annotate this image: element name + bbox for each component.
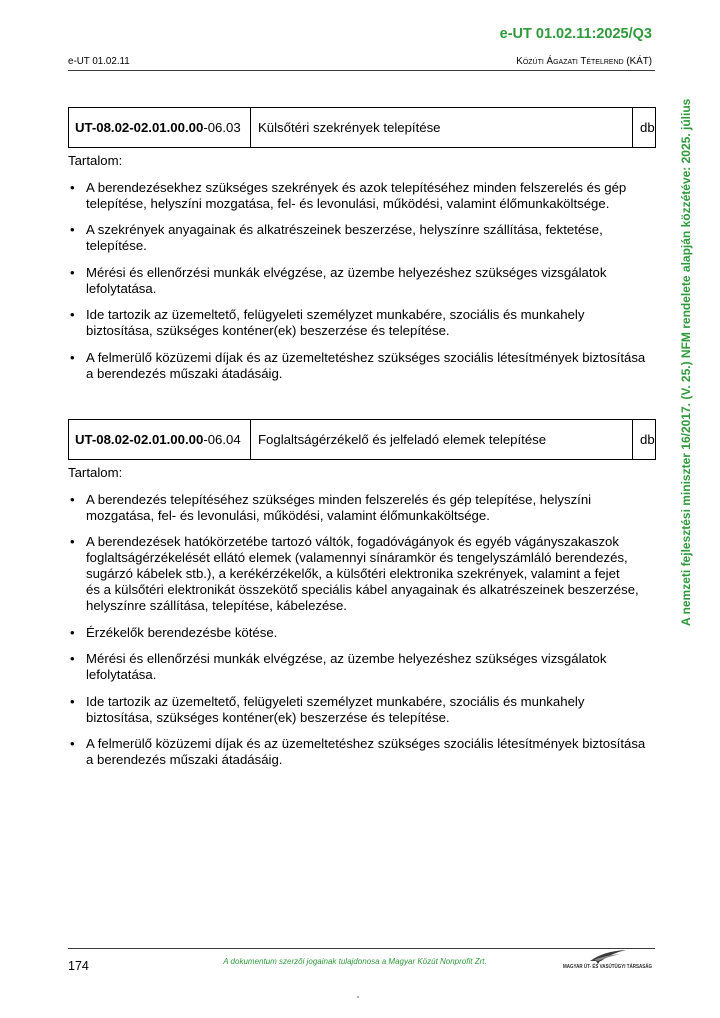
text-line: helyszínre szállítása, telepítése, kábelezése. bbox=[86, 598, 347, 613]
publisher-logo bbox=[560, 948, 670, 970]
bullet-marker bbox=[68, 307, 86, 339]
bullet-marker bbox=[68, 180, 86, 212]
text-line: mozgatása, fel- és levonulási, működési, valamint élőmunkaköltsége. bbox=[86, 507, 490, 523]
list-item-text bbox=[86, 222, 603, 254]
item-code-cell bbox=[69, 108, 250, 147]
logo-swoosh-icon bbox=[590, 950, 626, 961]
bullet-marker bbox=[68, 350, 86, 382]
text-line: biztosítása, szükséges konténer(ek) beszerzése és telepítése. bbox=[86, 709, 450, 725]
text-line: telepítése. bbox=[86, 238, 147, 253]
bullet-marker bbox=[68, 736, 86, 768]
text-line: Érzékelők berendezésbe kötése. bbox=[86, 624, 278, 640]
text-line: lefolytatása. bbox=[86, 280, 157, 296]
list-item-text bbox=[86, 492, 591, 524]
bullet-marker bbox=[68, 265, 86, 297]
logo-text: MAGYAR ÚT- ÉS VASÚTÜGYI TÁRSASÁG bbox=[563, 964, 670, 970]
text-line: telepítése, helyszíni mozgatása, fel- és levonulási, működési, valamint élőmunkaköltsége. bbox=[86, 195, 610, 211]
item-code-suffix: -06.03 bbox=[203, 120, 241, 135]
text-line: a berendezés műszaki átadásáig. bbox=[86, 752, 283, 767]
bullet-marker bbox=[68, 651, 86, 683]
text-line: A szekrények anyagainak és alkatrészeinek beszerzése, helyszínre szállítása, fektetése, bbox=[86, 222, 603, 237]
list-item bbox=[68, 625, 656, 641]
content-label: Tartalom: bbox=[68, 465, 123, 480]
list-item-text bbox=[86, 736, 645, 768]
page-dot bbox=[357, 996, 359, 998]
list-item-text bbox=[86, 694, 584, 726]
item-code-main: UT-08.02-02.01.00.00 bbox=[75, 432, 204, 447]
list-item bbox=[68, 736, 656, 768]
item-unit-cell: db bbox=[632, 420, 655, 459]
text-line: Ide tartozik az üzemeltető, felügyeleti személyzet munkabére, szociális és munkahely bbox=[86, 307, 585, 322]
header-right-title: Közúti Ágazati Tételrend (KÁT) bbox=[516, 56, 652, 67]
list-item-text bbox=[86, 180, 626, 212]
text-line: A berendezés telepítéséhez szükséges minden felszerelés és gép telepítése, helyszíni bbox=[86, 491, 592, 507]
item-title-cell: Külsőtéri szekrények telepítése bbox=[250, 108, 632, 147]
copyright-notice: A dokumentum szerzői jogainak tulajdonosa a Magyar Közút Nonprofit Zrt. bbox=[223, 957, 487, 966]
page-number: 174 bbox=[68, 959, 89, 973]
text-line: Ide tartozik az üzemeltető, felügyeleti személyzet munkabére, szociális és munkahely bbox=[86, 693, 585, 709]
list-item-text bbox=[86, 307, 584, 339]
item-header-table bbox=[68, 419, 656, 460]
content-list bbox=[68, 492, 656, 769]
text-line: Mérési és ellenőrzési munkák elvégzése, az üzembe helyezéshez szükséges vizsgálatok bbox=[86, 264, 607, 280]
item-unit-cell: db bbox=[632, 108, 655, 147]
bullet-marker bbox=[68, 492, 86, 524]
list-item bbox=[68, 694, 656, 726]
text-line: A berendezésekhez szükséges szekrények és azok telepítéséhez minden felszerelés és gép bbox=[86, 179, 627, 195]
content-label: Tartalom: bbox=[68, 153, 123, 168]
list-item bbox=[68, 534, 656, 614]
list-item bbox=[68, 651, 656, 683]
list-item-text bbox=[86, 265, 606, 297]
text-line: Mérési és ellenőrzési munkák elvégzése, az üzembe helyezéshez szükséges vizsgálatok bbox=[86, 651, 607, 666]
document-code: e-UT 01.02.11:2025/Q3 bbox=[499, 26, 652, 42]
running-header bbox=[68, 56, 655, 71]
list-item bbox=[68, 222, 656, 254]
list-item bbox=[68, 180, 656, 212]
content-list bbox=[68, 180, 656, 382]
bullet-marker bbox=[68, 694, 86, 726]
item-code-cell bbox=[69, 420, 250, 459]
list-item-text bbox=[86, 651, 606, 683]
text-line: és a külsőtéri elektronikát összekötő speciális kábel anyagainak és alkatrészeinek beszerzése, bbox=[86, 582, 639, 597]
text-line: A felmerülő közüzemi díjak és az üzemeltetéshez szükséges szociális létesítmények biztosítása bbox=[86, 349, 646, 365]
bullet-marker bbox=[68, 222, 86, 254]
list-item-text bbox=[86, 350, 645, 382]
text-line: lefolytatása. bbox=[86, 667, 157, 682]
bullet-marker bbox=[68, 625, 86, 641]
item-section bbox=[68, 107, 656, 382]
list-item bbox=[68, 307, 656, 339]
bullet-marker bbox=[68, 534, 86, 614]
text-line: A berendezések hatókörzetébe tartozó váltók, fogadóvágányok és egyéb vágányszakaszok bbox=[86, 534, 619, 549]
item-header-table bbox=[68, 107, 656, 148]
item-section bbox=[68, 419, 656, 768]
list-item bbox=[68, 350, 656, 382]
item-title-cell: Foglaltságérzékelő és jelfeladó elemek telepítése bbox=[250, 420, 632, 459]
list-item-text bbox=[86, 625, 277, 641]
text-line: biztosítása, szükséges konténer(ek) beszerzése és telepítése. bbox=[86, 323, 450, 338]
text-line: sugárzó kábelek stb.), a kerékérzékelők, a külsőtéri elektronika szekrények, valamint a fejet bbox=[86, 566, 620, 581]
item-code-suffix: -06.04 bbox=[203, 432, 241, 447]
text-line: A felmerülő közüzemi díjak és az üzemeltetéshez szükséges szociális létesítmények biztosítása bbox=[86, 736, 646, 751]
publication-side-note: A nemzeti fejlesztési miniszter 16/2017. (V. 25.) NFM rendelete alapján közzétéve: 2025. július bbox=[679, 98, 693, 627]
header-left-code: e-UT 01.02.11 bbox=[68, 56, 130, 67]
list-item bbox=[68, 265, 656, 297]
text-line: foglaltságérzékelését ellátó elemek (valamennyi sínáramkör és tengelyszámláló berendezés, bbox=[86, 550, 628, 565]
list-item bbox=[68, 492, 656, 524]
item-code-main: UT-08.02-02.01.00.00 bbox=[75, 120, 204, 135]
text-line: a berendezés műszaki átadásáig. bbox=[86, 365, 283, 381]
list-item-text bbox=[86, 534, 639, 614]
